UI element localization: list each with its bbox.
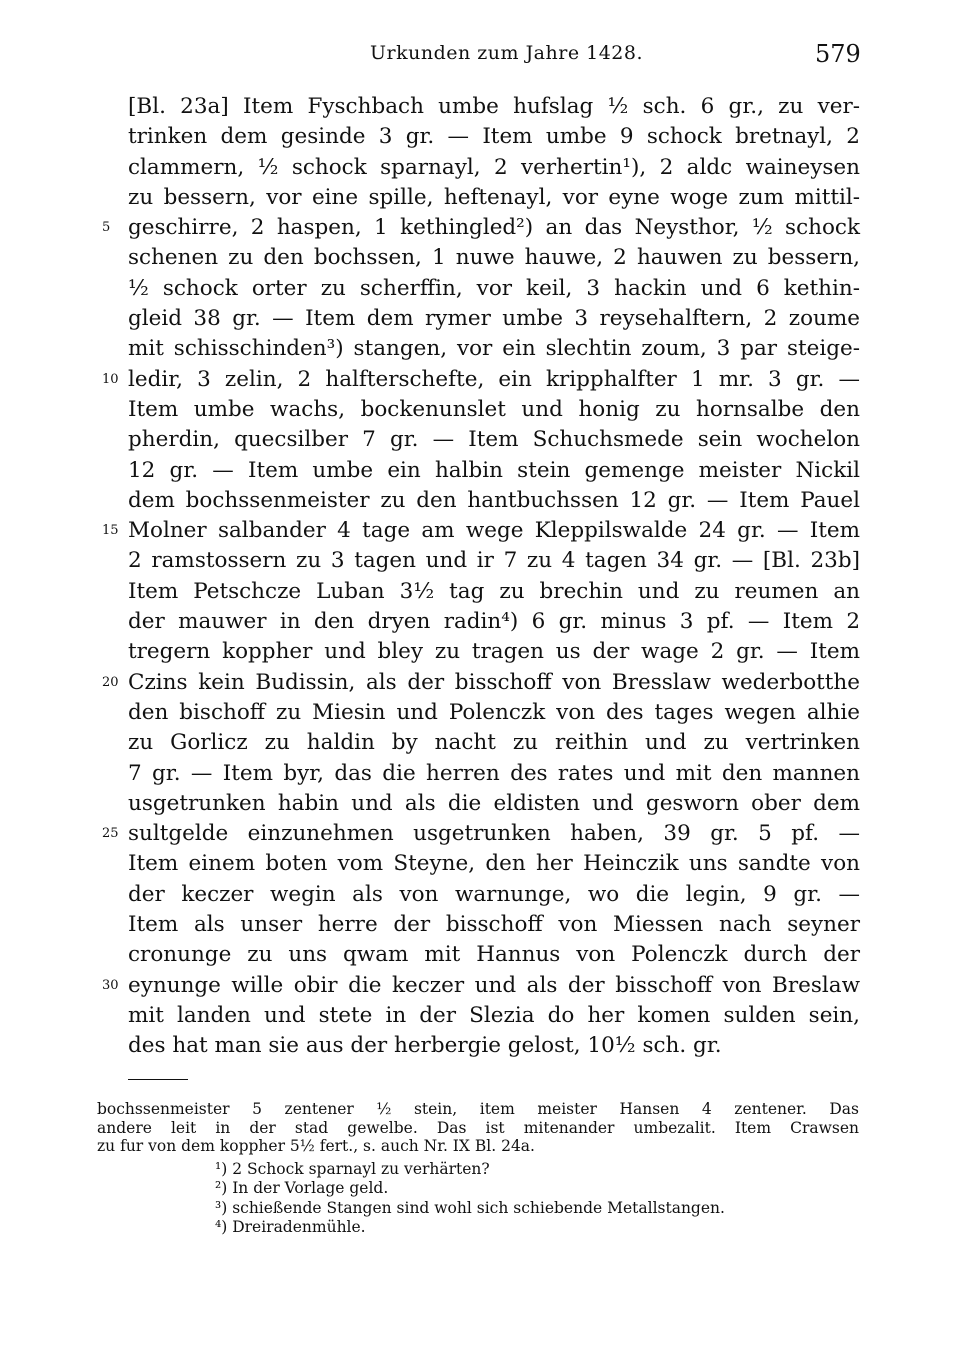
page-number: 579 [815,40,861,68]
text-line [128,92,860,122]
line-text: gleid 38 gr. — Item dem rymer umbe 3 reysehalftern, 2 zoume [128,306,860,332]
running-title: Urkunden zum Jahre 1428. [370,42,644,64]
line-text: mit schisschinden³) stangen, vor ein slechtin zoum, 3 par steige- [128,336,860,362]
line-text: geschirre, 2 haspen, 1 kethingled²) an das Neysthor, ½ schock [128,215,860,241]
footnote-1: ¹) 2 Schock sparnayl zu verhärten? [215,1159,490,1178]
text-line [128,728,860,758]
text-line [128,425,860,455]
line-text: dem bochssenmeister zu den hantbuchssen 12 gr. — Item Pauel [128,487,860,513]
text-line [128,153,860,183]
text-line [128,577,860,607]
footnote-3: ³) schießende Stangen sind wohl sich schiebende Metallstangen. [215,1198,725,1217]
line-text: den bischoff zu Miesin und Polenczk von des tages wegen alhie [128,699,860,725]
text-line [128,243,860,273]
text-line [128,880,860,910]
text-line [128,940,860,970]
text-line [128,607,860,637]
line-text: Molner salbander 4 tage am wege Kleppilswalde 24 gr. — Item [128,518,860,544]
line-text: 2 ramstossern zu 3 tagen und ir 7 zu 4 tagen 34 gr. — [Bl. 23b] [128,548,860,574]
line-text: Item Petschcze Luban 3½ tag zu brechin und zu reumen an [128,578,860,604]
line-number: 15 [102,523,119,539]
text-line [102,516,860,546]
footnote-divider [128,1079,188,1080]
line-text: der mauwer in den dryen radin⁴) 6 gr. minus 3 pf. — Item 2 [128,609,860,635]
running-head [0,40,960,70]
line-text: eynunge wille obir die keczer und als der bisschoff von Breslaw [128,972,860,998]
text-line [128,637,860,667]
text-line [128,698,860,728]
line-text: der keczer wegin als von warnunge, wo die legin, 9 gr. — [128,881,860,907]
line-text: schenen zu den bochssen, 1 nuwe hauwe, 2 hauwen zu bessern, [128,245,860,271]
line-number: 10 [102,371,119,387]
text-line [128,456,860,486]
text-line [102,819,860,849]
line-text: ½ schock orter zu scherffin, vor keil, 3 hackin und 6 kethin- [128,275,860,301]
line-text: cronunge zu uns qwam mit Hannus von Polenczk durch der [128,942,860,968]
main-text [102,92,860,1062]
text-line [128,183,860,213]
line-text: sultgelde einzunehmen usgetrunken haben, 39 gr. 5 pf. — [128,821,860,847]
line-text: zu Gorlicz zu haldin by nacht zu reithin und zu vertrinken [128,730,860,756]
text-line [128,334,860,364]
text-line [128,910,860,940]
footnote-continuation-line: andere leit in der stad gewelbe. Das ist mitenander umbezalit. Item Crawsen [97,1118,859,1137]
footnote-continuation-line: bochssenmeister 5 zentener ½ stein, item meister Hansen 4 zentener. Das [97,1100,859,1118]
footnote-4: ⁴) Dreiradenmühle. [215,1218,366,1236]
line-text: Item umbe wachs, bockenunslet und honig zu hornsalbe den [128,396,860,422]
line-number: 30 [102,977,119,993]
line-text: trinken dem gesinde 3 gr. — Item umbe 9 schock bretnayl, 2 [128,124,860,150]
line-text: zu bessern, vor eine spille, heftenayl, vor eyne woge zum mittil- [128,184,860,210]
line-number: 5 [102,220,111,236]
line-text: Item einem boten vom Steyne, den her Heinczik uns sandte von [128,851,860,877]
text-line [128,789,860,819]
text-line [128,486,860,516]
text-line [128,1031,860,1061]
line-text: des hat man sie aus der herbergie gelost, 10½ sch. gr. [128,1033,722,1059]
text-line [102,971,860,1001]
text-line [128,849,860,879]
line-text: pherdin, quecsilber 7 gr. — Item Schuchsmede sein wochelon [128,427,860,453]
line-text: mit landen und stete in der Slezia do her komen sulden sein, [128,1002,860,1028]
text-line [128,759,860,789]
footnote-continuation-line: zu fur von dem koppher 5½ fert., s. auch Nr. IX Bl. 24a. [97,1137,535,1155]
line-text: 12 gr. — Item umbe ein halbin stein gemenge meister Nickil [128,457,860,483]
line-text: tregern koppher und bley zu tragen us der wage 2 gr. — Item [128,639,860,665]
text-line [128,1001,860,1031]
text-line [128,122,860,152]
footnotes [97,1100,859,1236]
text-line [128,304,860,334]
text-line [128,546,860,576]
line-text: clammern, ½ schock sparnayl, 2 verhertin¹), 2 aldc waineysen [128,154,860,180]
line-text: ledir, 3 zelin, 2 halfterschefte, ein kripphalfter 1 mr. 3 gr. — [128,366,860,392]
line-text: [Bl. 23a] Item Fyschbach umbe hufslag ½ sch. 6 gr., zu ver- [128,94,860,119]
text-line [128,274,860,304]
line-text: Czins kein Budissin, als der bisschoff von Bresslaw wederbotthe [128,669,860,695]
line-number: 20 [102,674,119,690]
text-line [102,668,860,698]
line-text: usgetrunken habin und als die eldisten und gesworn ober dem [128,790,860,816]
text-line [102,213,860,243]
text-line [128,395,860,425]
footnote-2: ²) In der Vorlage geld. [215,1179,389,1197]
line-text: Item als unser herre der bisschoff von Miessen nach seyner [128,912,860,938]
line-number: 25 [102,826,119,842]
text-line [102,365,860,395]
line-text: 7 gr. — Item byr, das die herren des rates und mit den mannen [128,760,860,786]
